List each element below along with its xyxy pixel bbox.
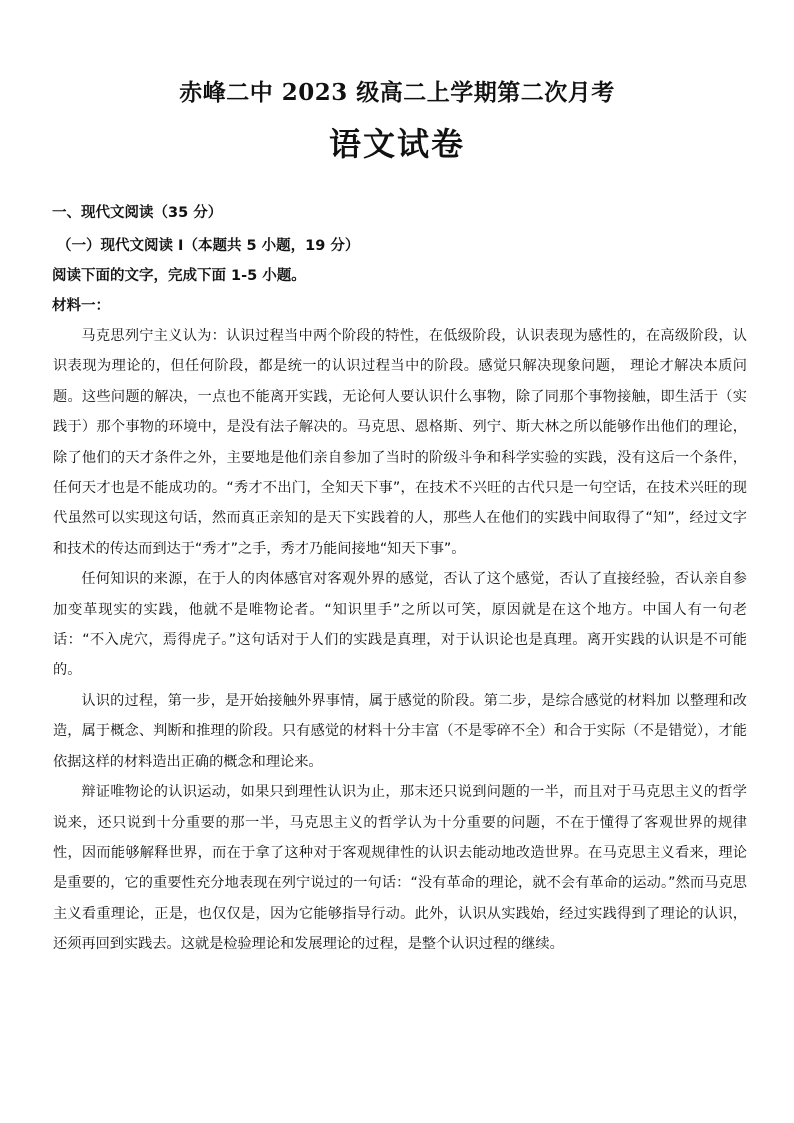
paragraph-3: 认识的过程，第一步，是开始接触外界事情，属于感觉的阶段。第二步，是综合感觉的材料加 以整理和改造，属于概念、判断和推理的阶段。只有感觉的材料十分丰富（不是零碎不全）和合于实际（不是错觉），才能依据这样的材料造出正确的概念和理论来。	[53, 692, 747, 770]
paragraph-1: 马克思列宁主义认为：认识过程当中两个阶段的特性，在低级阶段，认识表现为感性的，在高级阶段，认识表现为理论的，但任何阶段，都是统一的认识过程当中的阶段。感觉只解决现象问题， 理论才解决本质问题。这些问题的解决，一点也不能离开实践，无论何人要认识什么事物，除了同那个事物接触，即生活于（实践于）那个事物的环境中，是没有法子解决的。马克思、恩格斯、列宁、斯大林之所以能够作出他们的理论，除了他们的天才条件之外，主要地是他们亲自参加了当时的阶级斗争和科学实验的实践，没有这后一个条件，任何天才也是不能成功的。“秀才不出门，全知天下事”，在技术不兴旺的古代只是一句空话，在技术兴旺的现代虽然可以实现这句话，然而真正亲知的是天下实践着的人，那些人在他们的实践中间取得了“知”，经过文字和技术的传达而到达于“秀才”之手，秀才乃能间接地“知天下事”。	[53, 328, 747, 557]
reading-instruction: 阅读下面的文字，完成下面 1-5 小题。	[52, 268, 306, 284]
material-label: 材料一：	[52, 298, 110, 314]
exam-subject-title: 语文试卷	[328, 125, 465, 163]
section-heading: 一、现代文阅读（35 分）	[52, 205, 223, 221]
paragraph-2: 任何知识的来源，在于人的肉体感官对客观外界的感觉，否认了这个感觉，否认了直接经验，否认亲自参加变革现实的实践，他就不是唯物论者。“知识里手”之所以可笑，原因就是在这个地方。中国人有一句老话：“不入虎穴，焉得虎子。”这句话对于人们的实践是真理，对于认识论也是真理。离开实践的认识是不可能的。	[53, 571, 747, 679]
exam-title: 赤峰二中 2023 级高二上学期第二次月考	[179, 79, 615, 106]
material-body	[53, 321, 747, 960]
paragraph-4: 辩证唯物论的认识运动，如果只到理性认识为止，那末还只说到问题的一半，而且对于马克思主义的哲学说来，还只说到十分重要的那一半，马克思主义的哲学认为十分重要的问题，不在于懂得了客观世界的规律性，因而能够解释世界，而在于拿了这种对于客观规律性的认识去能动地改造世界。在马克思主义看来，理论是重要的，它的重要性充分地表现在列宁说过的一句话：“没有革命的理论，就不会有革命的运动。”然而马克思主义看重理论，正是，也仅仅是，因为它能够指导行动。此外，认识从实践始，经过实践得到了理论的认识，还须再回到实践去。这就是检验理论和发展理论的过程，是整个认识过程的继续。	[53, 784, 747, 953]
subsection-heading: （一）现代文阅读 I（本题共 5 小题，19 分）	[57, 238, 360, 254]
